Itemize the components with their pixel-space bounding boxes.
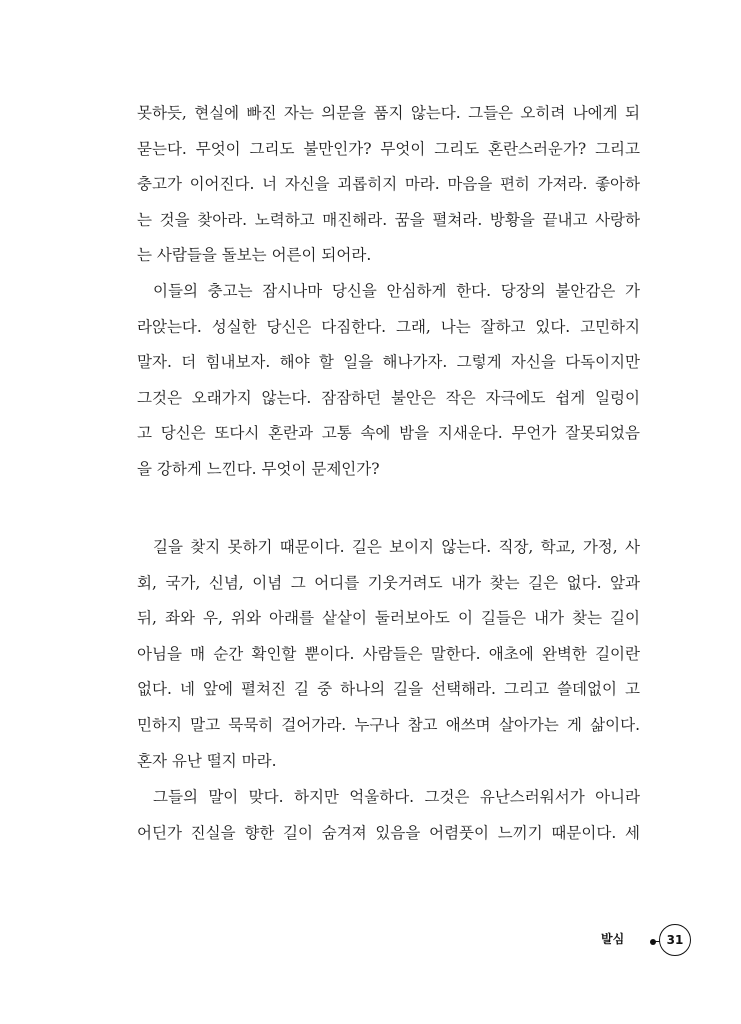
paragraph-3 <box>137 530 640 779</box>
text-line: 말자. 더 힘내보자. 해야 할 일을 해나가자. 그렇게 자신을 다독이지만 <box>137 353 640 372</box>
text-line: 는 것을 찾아라. 노력하고 매진해라. 꿈을 펼쳐라. 방황을 끝내고 사랑하 <box>137 210 640 229</box>
chapter-label: 발심 <box>601 932 625 946</box>
text-line: 민하지 말고 묵묵히 걸어가라. 누구나 참고 애쓰며 살아가는 게 삶이다. <box>137 715 640 734</box>
text-line: 이들의 충고는 잠시나마 당신을 안심하게 한다. 당장의 불안감은 가 <box>153 282 640 300</box>
paragraph-4 <box>137 780 640 851</box>
text-line: 그들의 말이 맞다. 하지만 억울하다. 그것은 유난스러워서가 아니라 <box>153 788 640 806</box>
text-line: 뒤, 좌와 우, 위와 아래를 샅샅이 둘러보아도 이 길들은 내가 찾는 길이 <box>137 609 640 628</box>
text-line: 어딘가 진실을 향한 길이 숨겨져 있음을 어렴풋이 느끼기 때문이다. 세 <box>137 823 640 842</box>
bullet-dot-icon <box>650 939 656 945</box>
text-line: 회, 국가, 신념, 이념 그 어디를 기웃거려도 내가 찾는 길은 없다. 앞과 <box>137 573 640 592</box>
text-line: 그것은 오래가지 않는다. 잠잠하던 불안은 작은 자극에도 쉽게 일렁이 <box>137 388 640 407</box>
text-line: 묻는다. 무엇이 그리도 불만인가? 무엇이 그리도 혼란스러운가? 그리고 <box>137 139 640 158</box>
text-line: 라앉는다. 성실한 당신은 다짐한다. 그래, 나는 잘하고 있다. 고민하지 <box>137 317 640 336</box>
text-line: 아님을 매 순간 확인할 뿐이다. 사람들은 말한다. 애초에 완벽한 길이란 <box>137 644 640 663</box>
paragraph-1 <box>137 96 640 274</box>
text-line: 고 당신은 또다시 혼란과 고통 속에 밤을 지새운다. 무언가 잘못되었음 <box>137 424 640 443</box>
text-line: 혼자 유난 떨지 마라. <box>137 751 277 770</box>
text-line: 없다. 네 앞에 펼쳐진 길 중 하나의 길을 선택해라. 그리고 쓸데없이 고 <box>137 680 640 699</box>
text-line: 충고가 이어진다. 너 자신을 괴롭히지 마라. 마음을 편히 가져라. 좋아하 <box>137 175 640 194</box>
paragraph-2 <box>137 274 640 488</box>
text-line: 는 사람들을 돌보는 어른이 되어라. <box>137 246 372 265</box>
text-line: 길을 찾지 못하기 때문이다. 길은 보이지 않는다. 직장, 학교, 가정, 사 <box>153 538 640 556</box>
page-number-badge <box>659 924 691 956</box>
page-number: 31 <box>666 933 684 947</box>
text-line: 못하듯, 현실에 빠진 자는 의문을 품지 않는다. 그들은 오히려 나에게 되 <box>137 104 640 122</box>
text-line: 을 강하게 느낀다. 무엇이 문제인가? <box>137 459 380 478</box>
